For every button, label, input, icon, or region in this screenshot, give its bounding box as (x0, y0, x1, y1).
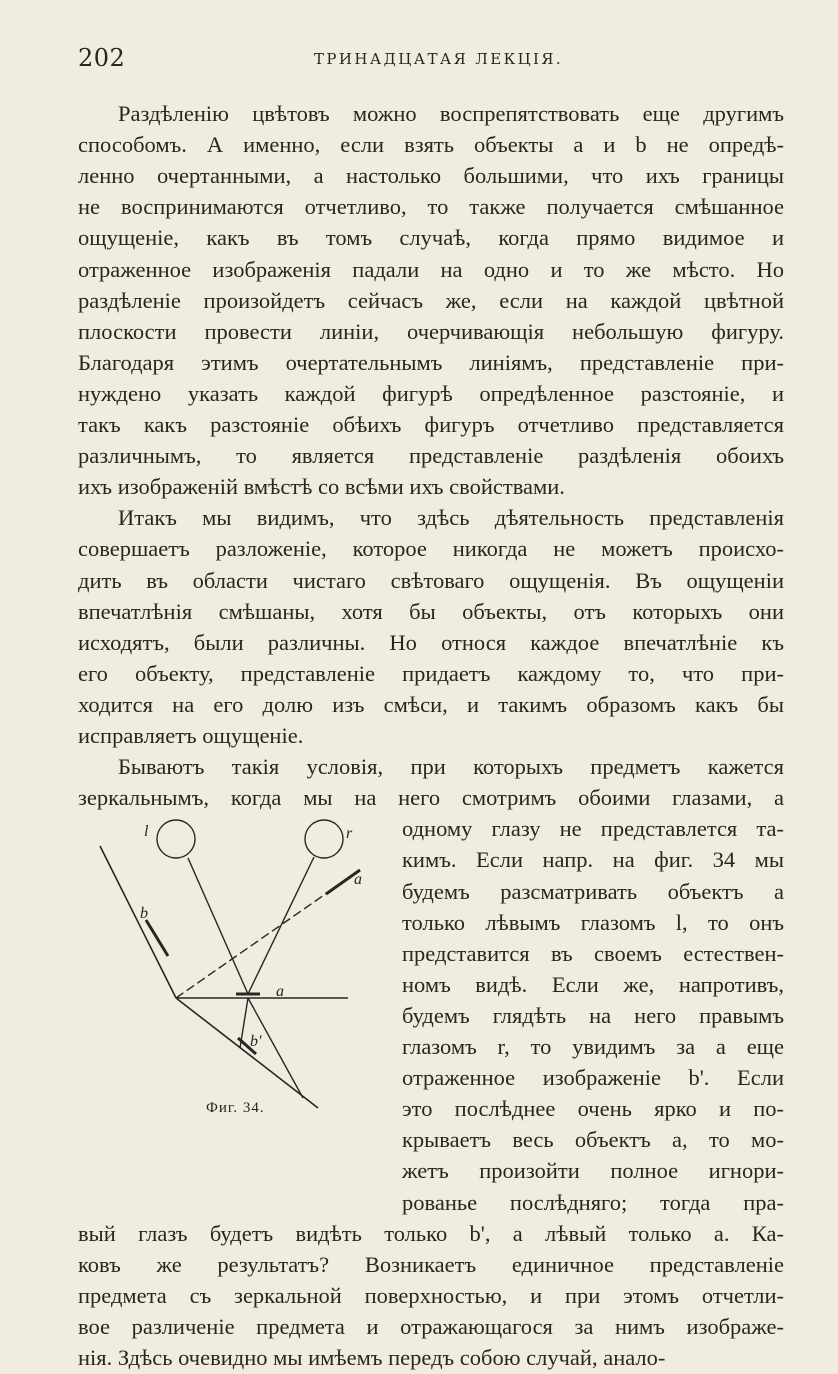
text-line: способомъ. А именно, если взять объекты a и b не опредѣ- (78, 132, 784, 158)
text-line: рованье послѣдняго; тогда пра- (402, 1189, 784, 1215)
text-line: кимъ. Если напр. на фиг. 34 мы (402, 847, 784, 873)
text-line: вый глазъ будетъ видѣть только b', а лѣвый только a. Ка- (78, 1220, 784, 1246)
text-line: Бываютъ такія условія, при которыхъ предметъ кажется (118, 754, 784, 780)
page-number: 202 (78, 44, 126, 72)
text-line: будемъ глядѣть на него правымъ (402, 1002, 784, 1028)
text-line: такъ какъ разстояніе обѣихъ фигуръ отчетливо представляется (78, 412, 784, 437)
text-line: различнымъ, то является представленіе раздѣленія обоихъ (78, 443, 784, 469)
text-line: дить въ области чистаго свѣтоваго ощущенія. Въ ощущеніи (78, 567, 784, 593)
label-b-prime: b' (250, 1033, 262, 1050)
running-title: ТРИНАДЦАТАЯ ЛЕКЦІЯ. (314, 50, 564, 68)
ray-right-eye-2 (240, 998, 248, 1048)
b-segment (146, 920, 168, 956)
text-line: впечатлѣнія смѣшаны, хотя бы объекты, отъ которыхъ они (78, 598, 784, 624)
figure-caption: Фиг. 34. (206, 1100, 265, 1116)
left-boundary-line (100, 846, 176, 998)
text-line: номъ видѣ. Если же, напротивъ, (402, 971, 784, 997)
text-line: исходятъ, были различны. Но относя каждое впечатлѣніе къ (78, 629, 784, 655)
label-r: r (346, 825, 353, 842)
text-line: вое различеніе предмета и отражающагося за нимъ изображе- (78, 1313, 784, 1339)
label-l: l (144, 823, 149, 840)
right-eye-circle (305, 820, 343, 858)
text-line: ощущеніе, какъ въ томъ случаѣ, когда прямо видимое и (78, 225, 784, 251)
text-line: раздѣленіе произойдетъ сейчасъ же, если на каждой цвѣтной (78, 287, 784, 313)
text-line: отраженное изображенія падали на одно и то же мѣсто. Но (78, 256, 784, 282)
ray-right-eye-1 (248, 857, 314, 994)
text-line: одному глазу не представлется та- (402, 816, 784, 842)
text-line: Благодаря этимъ очертательнымъ линіямъ, представленіе при- (78, 349, 784, 375)
ray-left-eye (188, 858, 248, 994)
text-line: жетъ произойти полное игнори- (402, 1158, 784, 1184)
figure-34-diagram (88, 808, 378, 1138)
text-line: ходится на его долю изъ смѣси, и такимъ образомъ какъ бы (78, 691, 784, 717)
text-line: представится въ своемъ естествен- (402, 940, 784, 966)
text-line: не воспринимаются отчетливо, то также получается смѣшанное (78, 194, 784, 220)
text-line: ленно очертанными, а настолько большими, что ихъ границы (78, 163, 784, 189)
label-a-top: a (354, 871, 362, 888)
label-a: a (276, 983, 284, 1000)
left-eye-circle (157, 820, 195, 858)
text-line: плоскости провести линіи, очерчивающія небольшую фигуру. (78, 318, 784, 344)
text-line: Раздѣленію цвѣтовъ можно воспрепятствовать еще другимъ (118, 101, 784, 126)
text-line: зеркальнымъ, когда мы на него смотримъ обоими глазами, а (78, 785, 784, 811)
text-line: только лѣвымъ глазомъ l, то онъ (402, 909, 784, 935)
text-line: совершаетъ разложеніе, которое никогда не можетъ происхо- (78, 536, 784, 562)
text-line: крываетъ весь объектъ a, то мо- (402, 1127, 784, 1153)
text-line: это послѣднее очень ярко и по- (402, 1096, 784, 1122)
text-line: ихъ изображеній вмѣстѣ со всѣми ихъ свойствами. (78, 474, 565, 500)
reflected-boundary-line (176, 998, 318, 1108)
text-line: ковъ же результатъ? Возникаетъ единичное представленіе (78, 1251, 784, 1277)
text-line: будемъ разсматривать объектъ a (402, 878, 784, 904)
text-line: его объекту, представленіе придаетъ каждому то, что при- (78, 660, 784, 686)
text-line: нія. Здѣсь очевидно мы имѣемъ передъ собою случай, анало- (78, 1345, 666, 1370)
text-line: глазомъ r, то увидимъ за a еще (402, 1034, 784, 1059)
label-b: b (140, 905, 148, 922)
text-line: предмета съ зеркальной поверхностью, и при этомъ отчетли- (78, 1282, 784, 1308)
text-line: Итакъ мы видимъ, что здѣсь дѣятельность представленія (118, 505, 784, 531)
text-line: нуждено указать каждой фигурѣ опредѣленное разстояніе, и (78, 380, 784, 406)
text-line: отраженное изображеніе b'. Если (402, 1065, 784, 1091)
text-line: исправляетъ ощущеніе. (78, 723, 304, 748)
